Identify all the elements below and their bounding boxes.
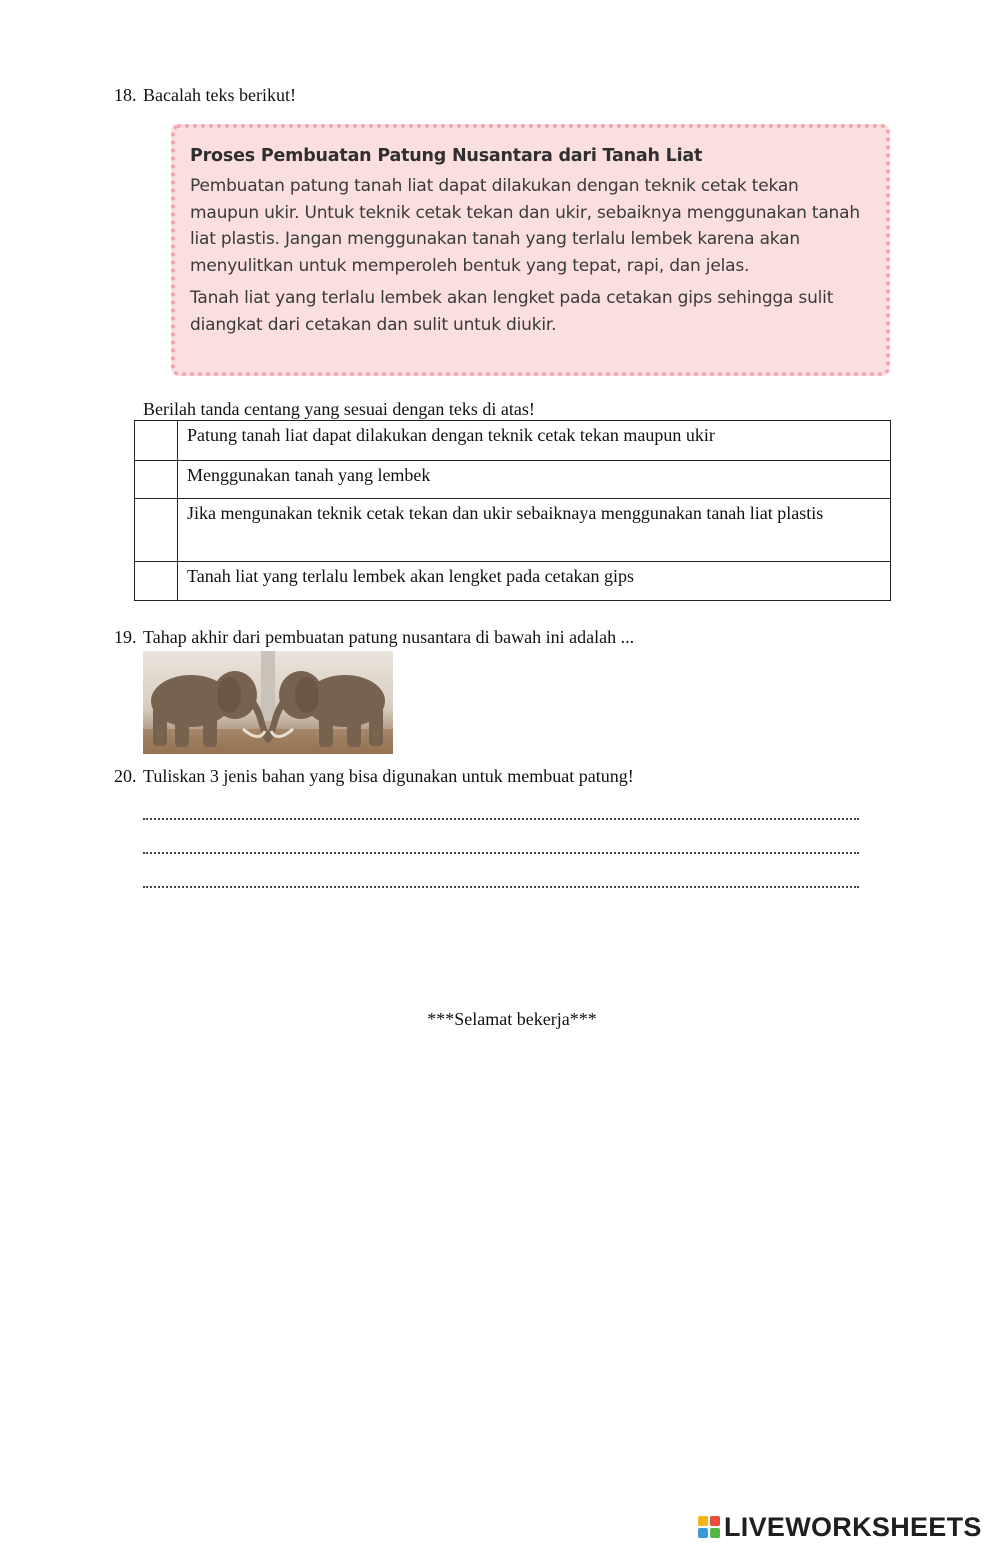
answer-line[interactable] xyxy=(143,817,859,820)
statement-text: Patung tanah liat dapat dilakukan dengan teknik cetak tekan maupun ukir xyxy=(178,421,891,461)
answer-line[interactable] xyxy=(143,885,859,888)
check-cell[interactable] xyxy=(135,499,178,562)
reading-box xyxy=(171,124,890,376)
brand-name: LIVEWORKSHEETS xyxy=(724,1512,982,1542)
question-number: 18. xyxy=(114,85,137,105)
answer-line[interactable] xyxy=(143,851,859,854)
table-row xyxy=(135,499,891,562)
closing-text: ***Selamat bekerja*** xyxy=(427,1009,597,1029)
check-cell[interactable] xyxy=(135,562,178,601)
reading-paragraph-2: Tanah liat yang terlalu lembek akan lengket pada cetakan gips sehingga sulit diangkat dari cetakan dan sulit untuk diukir. xyxy=(190,288,834,335)
statement-text: Jika mengunakan teknik cetak tekan dan ukir sebaiknaya menggunakan tanah liat plastis xyxy=(178,499,891,562)
question-prompt: Tuliskan 3 jenis bahan yang bisa digunakan untuk membuat patung! xyxy=(143,766,634,786)
liveworksheets-logo-icon xyxy=(698,1516,720,1538)
elephant-sculpture-photo xyxy=(143,651,393,754)
question-prompt: Tahap akhir dari pembuatan patung nusantara di bawah ini adalah ... xyxy=(143,627,635,647)
reading-paragraph-1: Pembuatan patung tanah liat dapat dilakukan dengan teknik cetak tekan maupun ukir. Untuk teknik cetak tekan dan ukir, sebaiknya menggunakan tanah liat plastis. Jangan menggunakan tanah yang terlalu lembek karena akan menyulitkan untuk memperoleh bentuk yang tepat, rapi, dan jelas. xyxy=(190,176,860,276)
question-18 xyxy=(114,84,296,106)
checklist-instruction: Berilah tanda centang yang sesuai dengan teks di atas! xyxy=(143,399,535,419)
table-row xyxy=(135,562,891,601)
question-prompt: Bacalah teks berikut! xyxy=(143,85,296,105)
question-number: 19. xyxy=(114,627,137,647)
liveworksheets-brand xyxy=(698,1513,982,1541)
statement-text: Tanah liat yang terlalu lembek akan lengket pada cetakan gips xyxy=(178,562,891,601)
checklist-table xyxy=(134,420,891,601)
question-number: 20. xyxy=(114,766,137,786)
statement-text: Menggunakan tanah yang lembek xyxy=(178,461,891,499)
check-cell[interactable] xyxy=(135,461,178,499)
elephant-sculpture-image xyxy=(143,651,393,754)
table-row xyxy=(135,461,891,499)
check-cell[interactable] xyxy=(135,421,178,461)
question-20 xyxy=(114,765,634,787)
table-row xyxy=(135,421,891,461)
reading-title: Proses Pembuatan Patung Nusantara dari Tanah Liat xyxy=(190,146,703,166)
question-19 xyxy=(114,626,634,648)
